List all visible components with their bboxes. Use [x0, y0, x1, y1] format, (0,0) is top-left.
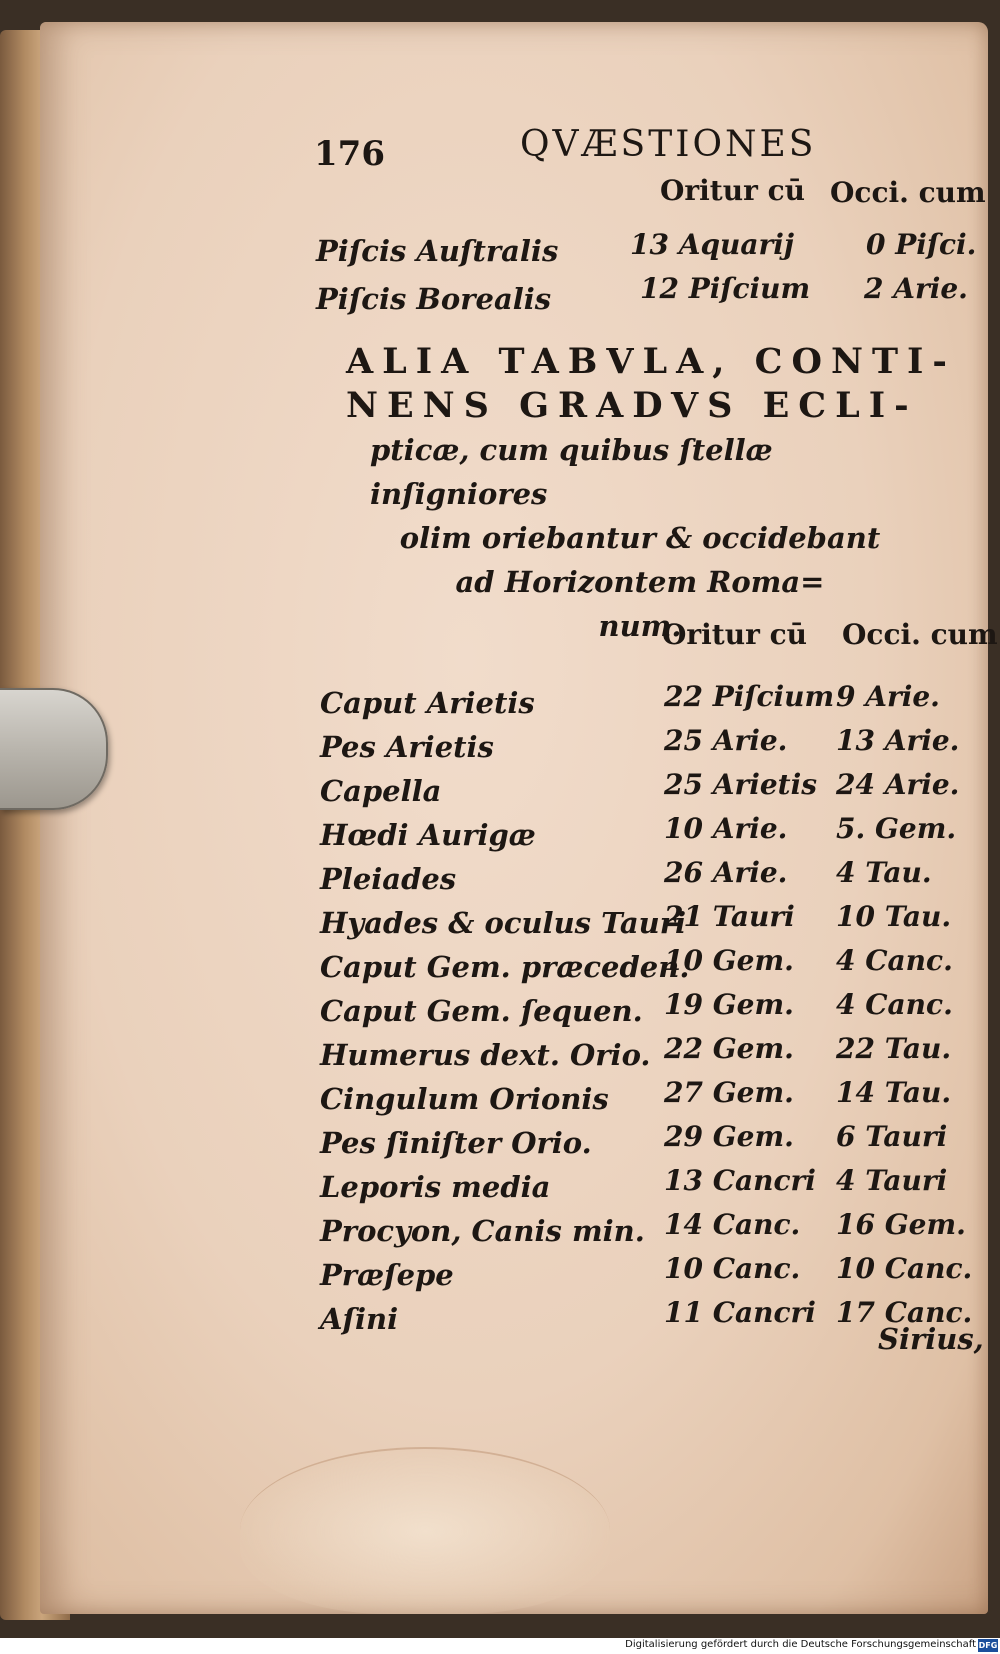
row-label: Pes Arietis	[320, 730, 494, 764]
row-label: Humerus dext. Orio.	[320, 1038, 651, 1072]
row-occi: 9 Arie.	[836, 680, 940, 713]
section-heading	[320, 340, 960, 648]
heading-line: num.	[598, 609, 682, 643]
row-oritur: 13 Aquarij	[630, 228, 795, 261]
row-occi: 5. Gem.	[836, 812, 957, 845]
row-occi: 0 Piſci.	[866, 228, 977, 261]
heading-line: pticæ, cum quibus ſtellæ inſigniores	[370, 433, 773, 511]
row-label: Piſcis Borealis	[316, 282, 552, 316]
row-oritur: 14 Canc.	[664, 1208, 801, 1241]
row-occi: 10 Canc.	[836, 1252, 973, 1285]
row-label: Hœdi Aurigæ	[320, 818, 536, 852]
heading-line: ALIA TABVLA, CONTI-	[346, 341, 956, 382]
heading-line: ad Horizontem Roma=	[455, 565, 825, 599]
row-occi: 10 Tau.	[836, 900, 952, 933]
row-label: Hyades & oculus Tauri	[320, 906, 687, 940]
row-oritur: 13 Cancri	[664, 1164, 816, 1197]
row-label: Piſcis Auſtralis	[316, 234, 559, 268]
row-label: Cingulum Orionis	[320, 1082, 609, 1116]
main-table-col-oritur: Oritur cū	[662, 618, 807, 651]
row-occi: 17 Canc.	[836, 1296, 973, 1329]
top-table-col-oritur: Oritur cū	[660, 174, 805, 207]
row-occi: 22 Tau.	[836, 1032, 952, 1065]
row-oritur: 10 Canc.	[664, 1252, 801, 1285]
row-label: Aſini	[320, 1302, 399, 1336]
row-occi: 2 Arie.	[864, 272, 968, 305]
row-oritur: 29 Gem.	[664, 1120, 794, 1153]
row-oritur: 12 Piſcium	[640, 272, 811, 305]
row-oritur: 10 Gem.	[664, 944, 794, 977]
water-stain	[240, 1447, 610, 1614]
row-label: Pleiades	[320, 862, 457, 896]
book-clasp	[0, 688, 108, 810]
row-label: Caput Gem. ſequen.	[320, 994, 643, 1028]
row-occi: 16 Gem.	[836, 1208, 966, 1241]
row-label: Caput Gem. præceden.	[320, 950, 690, 984]
row-occi: 4 Canc.	[836, 988, 953, 1021]
row-label: Leporis media	[320, 1170, 551, 1204]
row-occi: 13 Arie.	[836, 724, 960, 757]
page-number: 176	[314, 134, 385, 174]
row-label: Capella	[320, 774, 442, 808]
row-oritur: 25 Arietis	[664, 768, 817, 801]
dfg-logo: DFG	[978, 1641, 998, 1650]
row-oritur: 25 Arie.	[664, 724, 788, 757]
row-label: Procyon, Canis min.	[320, 1214, 645, 1248]
row-oritur: 27 Gem.	[664, 1076, 794, 1109]
main-table-col-occi: Occi. cum	[842, 618, 998, 651]
row-oritur: 21 Tauri	[664, 900, 795, 933]
row-occi: 6 Tauri	[836, 1120, 948, 1153]
credit-text: Digitalisierung gefördert durch die Deutsche Forschungsgemeinschaft	[625, 1639, 976, 1650]
catchword: Sirius,	[878, 1322, 984, 1356]
running-head: QVÆSTIONES	[520, 124, 817, 165]
row-label: Præſepe	[320, 1258, 454, 1292]
heading-line: olim oriebantur & occidebant	[399, 521, 881, 555]
heading-line: NENS GRADVS ECLI-	[346, 385, 918, 426]
row-occi: 24 Arie.	[836, 768, 960, 801]
row-oritur: 19 Gem.	[664, 988, 794, 1021]
row-oritur: 26 Arie.	[664, 856, 788, 889]
row-label: Caput Arietis	[320, 686, 535, 720]
row-oritur: 11 Cancri	[664, 1296, 816, 1329]
row-occi: 4 Canc.	[836, 944, 953, 977]
row-occi: 4 Tau.	[836, 856, 932, 889]
top-table-col-occi: Occi. cum	[830, 176, 986, 209]
row-occi: 4 Tauri	[836, 1164, 948, 1197]
row-oritur: 22 Gem.	[664, 1032, 794, 1065]
row-label: Pes ſiniſter Orio.	[320, 1126, 592, 1160]
row-oritur: 10 Arie.	[664, 812, 788, 845]
row-oritur: 22 Piſcium	[664, 680, 835, 713]
row-occi: 14 Tau.	[836, 1076, 952, 1109]
